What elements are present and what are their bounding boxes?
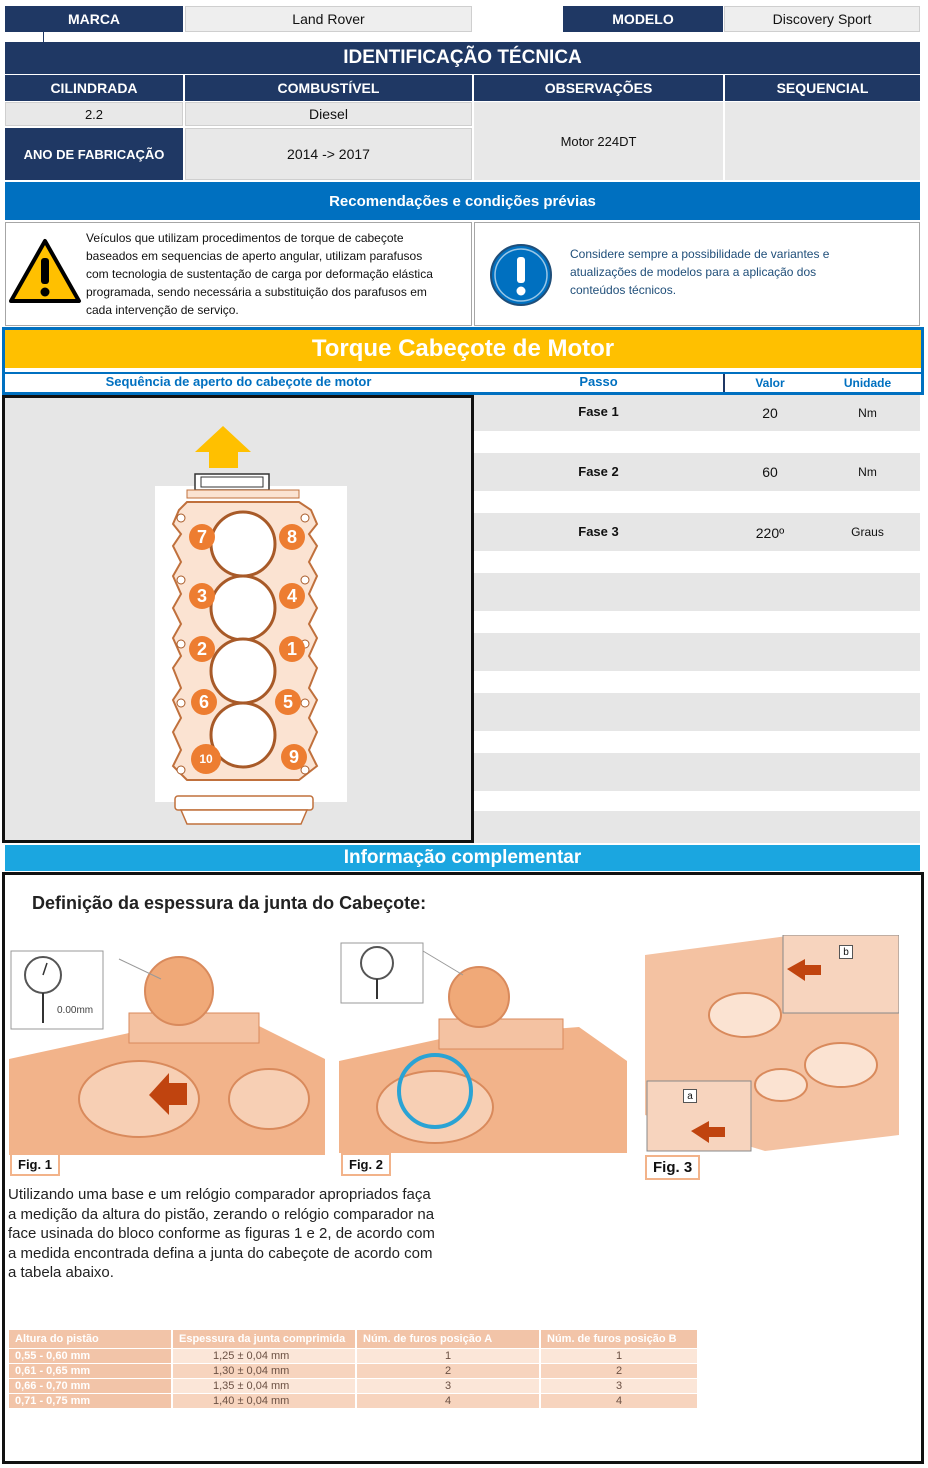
gasket-cell: 1 [540, 1349, 698, 1364]
modelo-value: Discovery Sport [724, 6, 920, 32]
bolt-marker: 8 [279, 524, 305, 550]
fig2-illustration [339, 941, 627, 1153]
gasket-cell: 1,35 ± 0,04 mm [172, 1379, 356, 1394]
fig3-label: Fig. 3 [645, 1155, 700, 1180]
paragraph-line: a medição da altura do pistão, zerando o relógio comparador na [8, 1205, 435, 1223]
gasket-cell: 4 [540, 1394, 698, 1409]
marca-label: MARCA [5, 6, 183, 32]
marca-value: Land Rover [185, 6, 472, 32]
fig3-callout-a: a [683, 1089, 697, 1103]
front-arrow-icon [195, 426, 251, 468]
gasket-table-row [9, 1394, 698, 1409]
empty-row [474, 811, 920, 843]
gasket-col-header: Altura do pistão [9, 1330, 172, 1349]
complementar-title: Informação complementar [5, 845, 920, 871]
bolt-marker: 9 [281, 744, 307, 770]
passo-header: Passo [579, 373, 618, 389]
gasket-col-header: Núm. de furos posição B [540, 1330, 698, 1349]
step-valor: 220º [755, 525, 785, 541]
bolt-marker: 4 [279, 583, 305, 609]
gasket-table-row [9, 1349, 698, 1364]
note-box [474, 222, 920, 326]
ano-value: 2014 -> 2017 [185, 128, 472, 180]
step-row [474, 453, 920, 491]
gasket-cell: 3 [356, 1379, 540, 1394]
complementar-heading: Definição da espessura da junta do Cabeçote: [32, 893, 427, 913]
warning-line: programada, sendo necessária a substituição dos parafusos em [86, 285, 427, 299]
complementar-panel [2, 872, 924, 1464]
unidade-header: Unidade [843, 376, 892, 390]
gasket-table [9, 1330, 699, 1408]
gasket-table-row [9, 1364, 698, 1379]
modelo-label: MODELO [563, 6, 723, 32]
step-valor: 60 [762, 464, 778, 480]
paragraph-line: a medida encontrada defina a junta do cabeçote de acordo com [8, 1244, 433, 1262]
fig3-illustration [645, 935, 899, 1155]
bolt-marker: 6 [191, 689, 217, 715]
warning-line: com tecnologia de sustentação de carga por deformação elástica [86, 267, 433, 281]
empty-row [474, 753, 920, 791]
bolt-marker: 7 [189, 524, 215, 550]
observacoes-value: Motor 224DT [474, 102, 723, 180]
gasket-cell: 0,55 - 0,60 mm [9, 1349, 172, 1364]
gasket-cell: 1 [356, 1349, 540, 1364]
gasket-cell: 3 [540, 1379, 698, 1394]
combustivel-value: Diesel [185, 102, 472, 126]
warning-triangle-icon [8, 238, 82, 304]
note-text [570, 245, 915, 299]
torque-title: Torque Cabeçote de Motor [5, 330, 921, 368]
combustivel-label: COMBUSTÍVEL [185, 75, 472, 101]
gasket-cell: 1,40 ± 0,04 mm [172, 1394, 356, 1409]
cilindrada-label: CILINDRADA [5, 75, 183, 101]
seq-header: Sequência de aperto do cabeçote de motor [105, 373, 372, 389]
gasket-cell: 2 [356, 1364, 540, 1379]
step-unidade: Nm [858, 406, 877, 420]
warning-line: Veículos que utilizam procedimentos de torque de cabeçote [86, 231, 404, 245]
fig1-gauge-readout: 0.00mm [57, 1005, 94, 1016]
cilindrada-value: 2.2 [5, 102, 183, 126]
gasket-cell: 1,25 ± 0,04 mm [172, 1349, 356, 1364]
step-passo: Fase 2 [578, 463, 619, 479]
fig2-label: Fig. 2 [341, 1153, 391, 1176]
sequence-image-panel [2, 395, 474, 843]
bolt-marker: 3 [189, 583, 215, 609]
fig1-label: Fig. 1 [10, 1153, 60, 1176]
note-line: Considere sempre a possibilidade de variantes e [570, 247, 830, 261]
fig3-callout-b: b [839, 945, 853, 959]
fig1-illustration [9, 949, 325, 1155]
step-valor: 20 [762, 405, 778, 421]
cylinder-head-diagram [5, 398, 471, 840]
observacoes-label: OBSERVAÇÕES [474, 75, 723, 101]
bolt-marker: 1 [279, 636, 305, 662]
sequencial-label: SEQUENCIAL [725, 75, 920, 101]
step-row [474, 395, 920, 431]
gasket-col-header: Núm. de furos posição A [356, 1330, 540, 1349]
complementar-paragraph [8, 1185, 468, 1283]
ano-label: ANO DE FABRICAÇÃO [5, 128, 183, 180]
paragraph-line: a tabela abaixo. [8, 1264, 114, 1281]
paragraph-line: face usinada do bloco conforme as figuras 1 e 2, de acordo com [8, 1225, 435, 1242]
step-unidade: Nm [858, 465, 877, 479]
gasket-cell: 2 [540, 1364, 698, 1379]
gasket-table-row [9, 1379, 698, 1394]
sequencial-value [725, 102, 920, 180]
warning-line: cada intervenção de serviço. [86, 303, 239, 317]
step-passo: Fase 3 [578, 523, 619, 539]
warning-line: baseados em sequencias de aperto angular, utilizam parafusos [86, 249, 423, 263]
note-line: atualizações de modelos para a aplicação dos [570, 265, 817, 279]
warning-text [86, 229, 471, 319]
step-passo: Fase 1 [578, 403, 619, 419]
info-exclamation-icon [489, 243, 553, 307]
warning-box [5, 222, 472, 326]
bolt-marker: 5 [275, 689, 301, 715]
gasket-col-header: Espessura da junta comprimida [172, 1330, 356, 1349]
step-row [474, 513, 920, 551]
empty-row [474, 693, 920, 731]
bolt-marker: 2 [189, 636, 215, 662]
identificacao-title: IDENTIFICAÇÃO TÉCNICA [5, 42, 920, 74]
paragraph-line: Utilizando uma base e um relógio comparador apropriados faça [8, 1186, 431, 1203]
note-line: conteúdos técnicos. [570, 283, 677, 297]
gasket-cell: 0,61 - 0,65 mm [9, 1364, 172, 1379]
empty-row [474, 573, 920, 611]
gasket-cell: 0,71 - 0,75 mm [9, 1394, 172, 1409]
step-unidade: Graus [851, 525, 884, 539]
valor-header: Valor [755, 376, 785, 390]
bolt-marker: 10 [191, 744, 221, 774]
gasket-cell: 1,30 ± 0,04 mm [172, 1364, 356, 1379]
gasket-table-header [9, 1330, 698, 1349]
empty-row [474, 633, 920, 671]
gasket-cell: 4 [356, 1394, 540, 1409]
recomendacoes-title: Recomendações e condições prévias [5, 182, 920, 220]
gasket-cell: 0,66 - 0,70 mm [9, 1379, 172, 1394]
